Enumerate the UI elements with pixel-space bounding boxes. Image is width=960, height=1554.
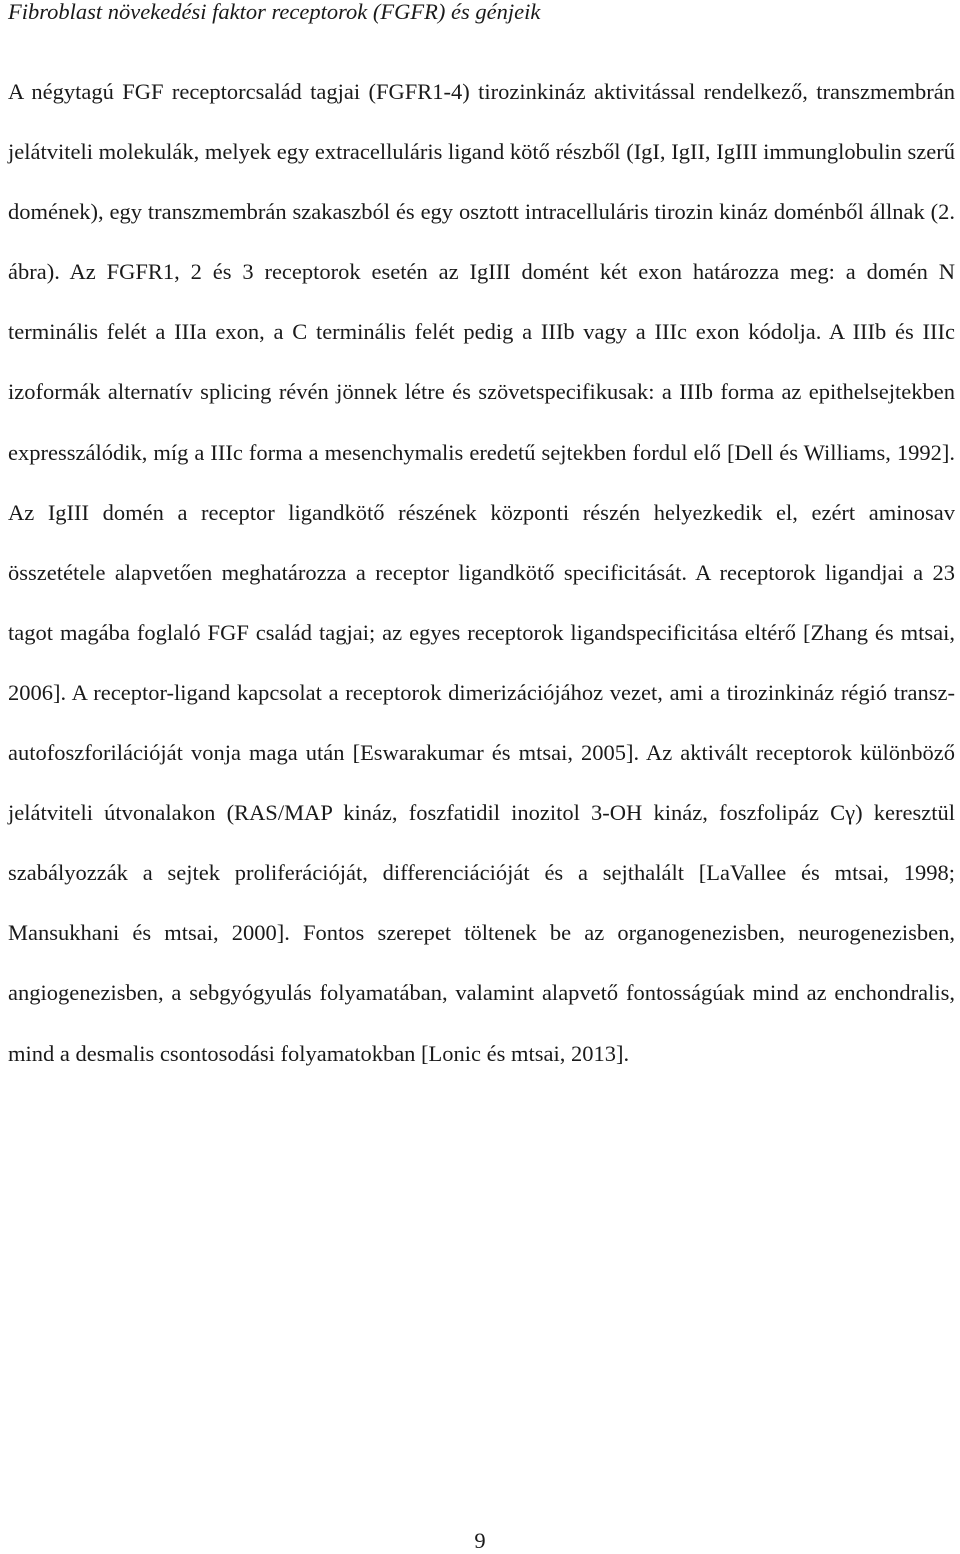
section-heading: Fibroblast növekedési faktor receptorok (FGFR) és génjeik bbox=[8, 0, 541, 24]
page-number: 9 bbox=[474, 1528, 486, 1553]
body-paragraph: A négytagú FGF receptorcsalád tagjai (FGFR1-4) tirozinkináz aktivitással rendelkező, transzmembrán jelátviteli molekulák, melyek egy extracelluláris ligand kötő részből (IgI, IgII, IgIII immunglobulin szerű domének), egy transzmembrán szakaszból és egy osztott intracelluláris tirozin kináz doménből állnak (2. ábra). Az FGFR1, 2 és 3 receptorok esetén az IgIII domént két exon határozza meg: a domén N terminális felét a IIIa exon, a C terminális felét pedig a IIIb vagy a IIIc exon kódolja. A IIIb és IIIc izoformák alternatív splicing révén jönnek létre és szövetspecifikusak: a IIIb forma az epithelsejtekben expresszálódik, míg a IIIc forma a mesenchymalis eredetű sejtekben fordul elő [Dell és Williams, 1992]. Az IgIII domén a receptor ligandkötő részének központi részén helyezkedik el, ezért aminosav összetétele alapvetően meghatározza a receptor ligandkötő specificitását. A receptorok ligandjai a 23 tagot magába foglaló FGF család tagjai; az egyes receptorok ligandspecificitása eltérő [Zhang és mtsai, 2006]. A receptor-ligand kapcsolat a receptorok dimerizációjához vezet, ami a tirozinkináz régió transz-autofoszforilációját vonja maga után [Eswarakumar és mtsai, 2005]. Az aktivált receptorok különböző jelátviteli útvonalakon (RAS/MAP kináz, foszfatidil inozitol 3-OH kináz, foszfolipáz Cγ) keresztül szabályozzák a sejtek proliferációját, differenciációját és a sejthalált [LaVallee és mtsai, 1998; Mansukhani és mtsai, 2000]. Fontos szerepet töltenek be az organogenezisben, neurogenezisben, angiogenezisben, a sebgyógyulás folyamatában, valamint alapvető fontosságúak mind az enchondralis, mind a desmalis csontosodási folyamatokban [Lonic és mtsai, 2013]. bbox=[8, 79, 955, 1066]
